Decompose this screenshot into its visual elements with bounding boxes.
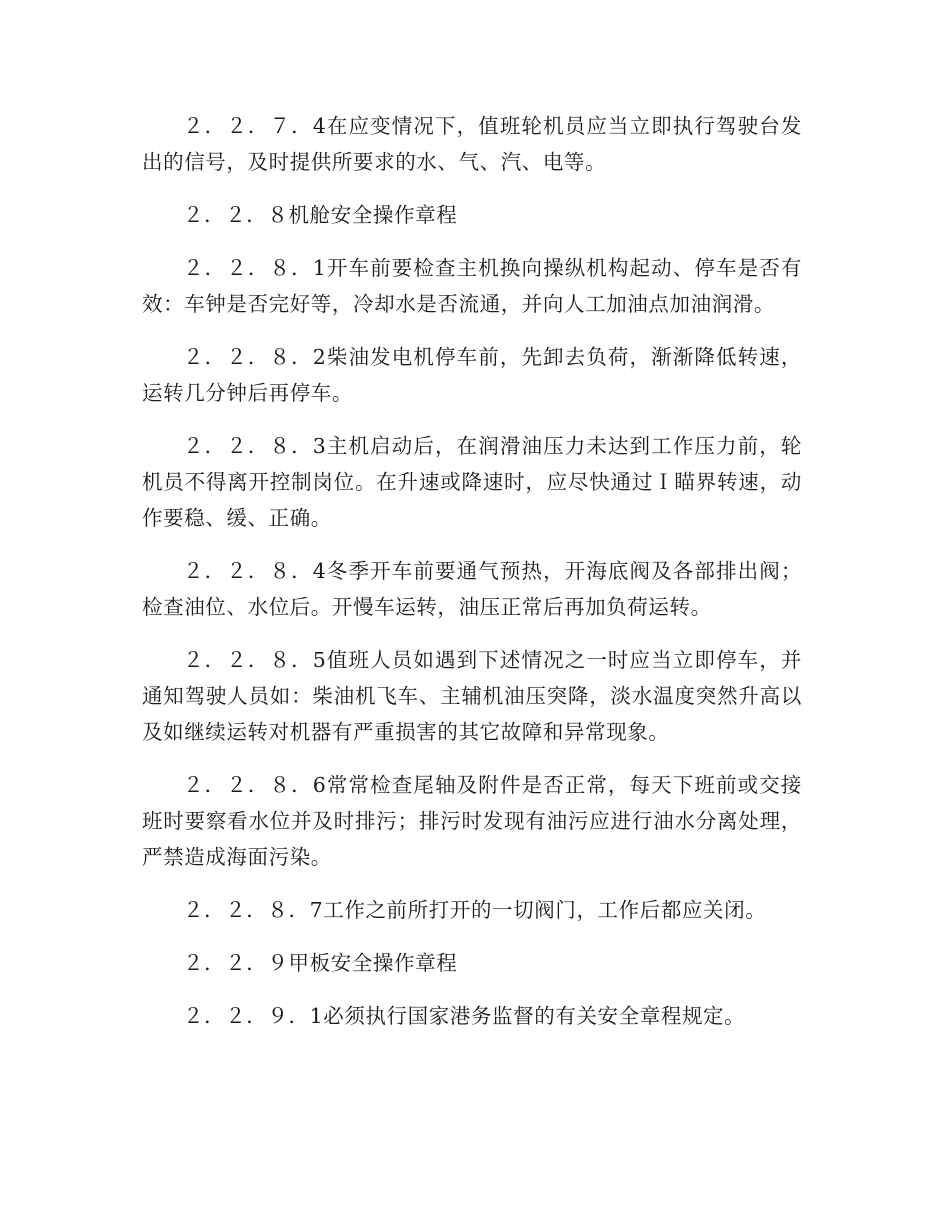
paragraph-2-2-8-2: ２．２．８．2柴油发电机停车前，先卸去负荷，渐渐降低转速，运转几分钟后再停车。 — [142, 345, 802, 405]
paragraph-2-2-8-4: ２．２．８．4冬季开车前要通气预热，开海底阀及各部排出阀；检查油位、水位后。开慢车运转，油压正常后再加负荷运转。 — [142, 559, 802, 619]
paragraph-2-2-7-4: ２．２．７．4在应变情况下，值班轮机员应当立即执行驾驶台发出的信号，及时提供所要求的水、气、汽、电等。 — [142, 114, 802, 174]
paragraph-2-2-9-1: ２．２．９．1必须执行国家港务监督的有关安全章程规定。 — [183, 1004, 746, 1028]
paragraph-2-2-8-6: ２．２．８．6常常检查尾轴及附件是否正常，每天下班前或交接班时要察看水位并及时排污；排污时发现有油污应进行油水分离处理，严禁造成海面污染。 — [142, 773, 802, 869]
heading-2-2-8: ２．２．８机舱安全操作章程 — [183, 203, 458, 227]
paragraph-2-2-8-1: ２．２．８．1开车前要检查主机换向操纵机构起动、停车是否有效：车钟是否完好等，冷却水是否流通，并向人工加油点加油润滑。 — [142, 256, 802, 316]
paragraph-2-2-8-7: ２．２．８．7工作之前所打开的一切阀门，工作后都应关闭。 — [183, 898, 767, 922]
paragraph-2-2-8-5: ２．２．８．5值班人员如遇到下述情况之一时应当立即停车，并通知驾驶人员如：柴油机飞车、主辅机油压突降，淡水温度突然升高以及如继续运转对机器有严重损害的其它故障和异常现象。 — [142, 648, 802, 744]
heading-2-2-9: ２．２．９甲板安全操作章程 — [183, 951, 458, 975]
paragraph-2-2-8-3: ２．２．８．3主机启动后，在润滑油压力未达到工作压力前，轮机员不得离开控制岗位。在升速或降速时，应尽快通过Ｉ瞄界转速，动作要稳、缓、正确。 — [142, 434, 802, 530]
document-body — [142, 108, 802, 1051]
